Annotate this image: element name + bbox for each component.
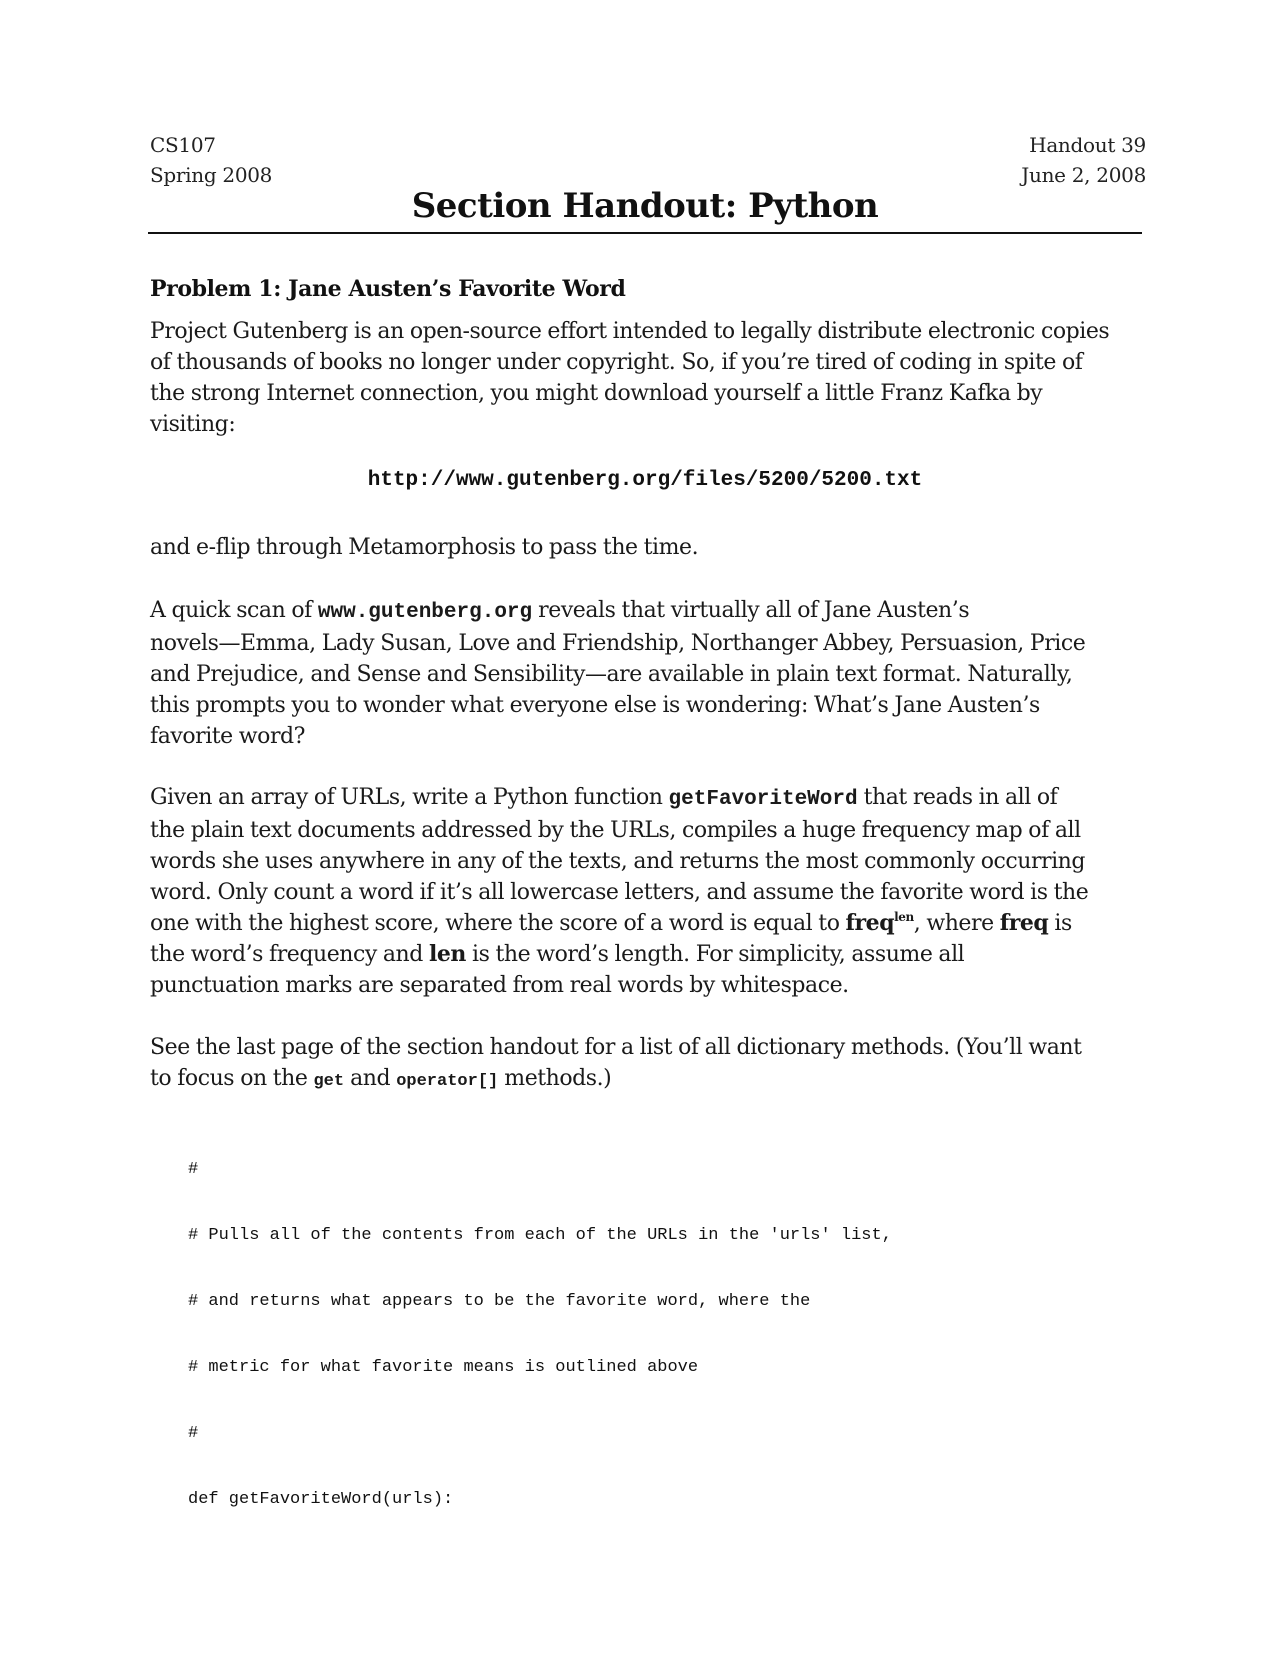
paragraph-line: of thousands of books no longer under copyright. So, if you’re tired of coding in spite of	[150, 350, 1083, 375]
text-run: that reads in all of	[857, 785, 1058, 810]
text-run: A quick scan of	[150, 598, 318, 623]
paragraph-task	[150, 782, 1140, 1001]
paragraph-line: visiting:	[150, 412, 236, 437]
freq-term: freq	[999, 910, 1049, 936]
code-line: #	[188, 1160, 199, 1179]
text-run: reveals that virtually all of Jane Austen’s	[532, 598, 970, 623]
paragraph-line: and e-flip through Metamorphosis to pass the time.	[150, 535, 699, 560]
paragraph-dictionary	[150, 1032, 1140, 1097]
text-run: one with the highest score, where the score of a word is equal to	[150, 911, 846, 936]
code-line: # and returns what appears to be the favorite word, where the	[188, 1292, 811, 1311]
paragraph-line	[150, 1063, 1140, 1097]
handout-date: June 2, 2008	[1021, 163, 1146, 187]
code-block	[188, 1115, 892, 1555]
paragraph-line	[150, 782, 1140, 815]
code-line: #	[188, 1424, 199, 1443]
text-run: and	[344, 1066, 397, 1091]
paragraph-line: punctuation marks are separated from real words by whitespace.	[150, 973, 849, 998]
len-term: len	[428, 941, 466, 967]
text-run: Given an array of URLs, write a Python function	[150, 785, 669, 810]
text-run: is	[1048, 911, 1072, 936]
gutenberg-url: http://www.gutenberg.org/files/5200/5200.txt	[367, 469, 923, 492]
paragraph-line: word. Only count a word if it’s all lowercase letters, and assume the favorite word is the	[150, 880, 1089, 905]
text-run: is the word’s length. For simplicity, assume all	[465, 942, 965, 967]
inline-code-operator: operator[]	[396, 1072, 499, 1091]
paragraph-line: and Prejudice, and Sense and Sensibility—are available in plain text format. Naturally,	[150, 662, 1073, 687]
paragraph-intro	[150, 316, 1140, 440]
code-line: # Pulls all of the contents from each of the URLs in the 'urls' list,	[188, 1226, 892, 1245]
len-exponent: len	[894, 910, 914, 924]
handout-number: Handout 39	[1029, 133, 1146, 157]
paragraph-austen	[150, 595, 1140, 752]
paragraph-line: favorite word?	[150, 724, 306, 749]
paragraph-line: words she uses anywhere in any of the texts, and returns the most commonly occurring	[150, 849, 1086, 874]
page-title: Section Handout: Python	[411, 186, 879, 226]
paragraph-line	[150, 908, 1140, 939]
text-run: , where	[913, 911, 1000, 936]
course-label: CS107	[150, 133, 216, 157]
paragraph-line: See the last page of the section handout for a list of all dictionary methods. (You’ll want	[150, 1035, 1082, 1060]
text-run: methods.)	[498, 1066, 612, 1091]
text-run: to focus on the	[150, 1066, 314, 1091]
inline-code-function: getFavoriteWord	[668, 788, 858, 811]
freq-term: freq	[845, 910, 895, 936]
paragraph-line: the plain text documents addressed by the URLs, compiles a huge frequency map of all	[150, 818, 1081, 843]
code-line: # metric for what favorite means is outlined above	[188, 1358, 699, 1377]
text-run: the word’s frequency and	[150, 942, 429, 967]
problem-heading: Problem 1: Jane Austen’s Favorite Word	[150, 276, 626, 302]
inline-code-site: www.gutenberg.org	[317, 601, 533, 624]
inline-code-get: get	[313, 1072, 345, 1091]
paragraph-line	[150, 595, 1140, 628]
term-label: Spring 2008	[150, 163, 273, 187]
paragraph-line: Project Gutenberg is an open-source effort intended to legally distribute electronic copies	[150, 319, 1110, 344]
paragraph-line: this prompts you to wonder what everyone else is wondering: What’s Jane Austen’s	[150, 693, 1040, 718]
paragraph-line: the strong Internet connection, you might download yourself a little Franz Kafka by	[150, 381, 1043, 406]
title-rule	[148, 232, 1142, 234]
paragraph-line	[150, 939, 1140, 970]
paragraph-eflip	[150, 532, 1140, 563]
paragraph-line: novels—Emma, Lady Susan, Love and Friendship, Northanger Abbey, Persuasion, Price	[150, 631, 1086, 656]
code-line: def getFavoriteWord(urls):	[188, 1490, 454, 1509]
